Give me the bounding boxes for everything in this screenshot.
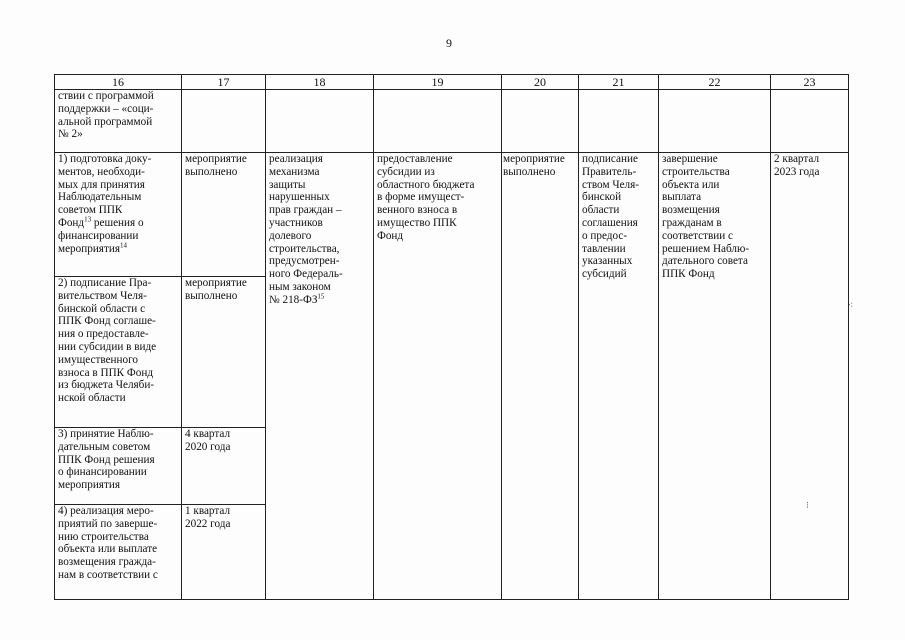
cell [579,90,659,153]
scan-speck: ⁖ [848,300,854,310]
cell-text: 1 квартал 2022 года [185,505,231,530]
cell [182,90,266,153]
cell [771,90,849,153]
cell-text: подписание Правитель- ством Челя- бинской области соглашения о предос- тавлении указанных субсидий [582,153,640,281]
col-header-23: 23 [771,75,849,90]
footnote-ref: 13 [84,215,92,224]
cell [659,153,771,600]
cell-text: 4) реализация меро- приятий по заверше- нию строительства объекта или выплате возмещения граждa- нам в соответствии с [58,505,158,581]
col-header-19: 19 [374,75,502,90]
cell-text: мероприятие выполнено [185,153,247,178]
cell-text: 1) подготовка доку- ментов, необходи- мых для принятия Наблюдательным советом ППК Фонд [58,153,152,229]
header-row [55,75,849,90]
col-header-22: 22 [659,75,771,90]
cell-text: реализация механизма защиты нарушенных прав граждан – участников долевого строительства, предусмотрен- ного Федераль- ным законом № 218-ФЗ [269,153,343,306]
cell-text: решения о финансировании мероприятия [58,216,144,255]
cell [55,153,182,277]
cell-text: 4 квартал 2020 года [185,428,231,453]
cell [374,90,502,153]
cell [55,277,182,428]
data-table [54,74,849,600]
cell [502,90,579,153]
col-header-20: 20 [502,75,579,90]
page-number: 9 [446,36,452,50]
cell [55,428,182,505]
cell [55,90,182,153]
table-row [55,90,849,153]
cell [374,153,502,600]
col-header-17: 17 [182,75,266,90]
cell-text: 2) подписание Пра- вительством Челя- бинской области с ППК Фонд соглаше- ния о предоставле- нии субсидии в виде имущественного взноса в ППК Фонд из бюджета Челяби- нской области [58,277,157,405]
col-header-21: 21 [579,75,659,90]
cell [182,153,266,277]
footnote-ref: 14 [119,240,127,249]
cell-text: мероприятие выполнено [503,153,565,178]
cell [182,505,266,600]
cell [266,90,374,153]
cell [182,277,266,428]
cell-text: предоставление субсидии из областного бюджета в форме имущест- венного взноса в имущество ППК Фонд [377,153,475,242]
cell-text: 2 квартал 2023 года [774,153,820,178]
cell [55,505,182,600]
cell [659,90,771,153]
col-header-18: 18 [266,75,374,90]
footnote-ref: 15 [317,292,325,301]
cell [579,153,659,600]
cell-text: завершение строительства объекта или выплата возмещения гражданам в соответствии с решением Наблю- дательного совета ППК Фонд [662,153,750,281]
col-header-16: 16 [55,75,182,90]
cell [771,153,849,600]
cell-text: 3) принятие Наблю- дательным советом ППК Фонд решения о финансировании мероприятия [58,428,155,492]
cell-text: ствии с программой поддержки – «соци- альной программой № 2» [58,90,154,141]
cell [266,153,374,600]
scan-speck: ⁝ [806,500,809,510]
cell-text: мероприятие выполнено [185,277,247,302]
cell [502,153,579,600]
table-row [55,153,849,277]
cell [182,428,266,505]
